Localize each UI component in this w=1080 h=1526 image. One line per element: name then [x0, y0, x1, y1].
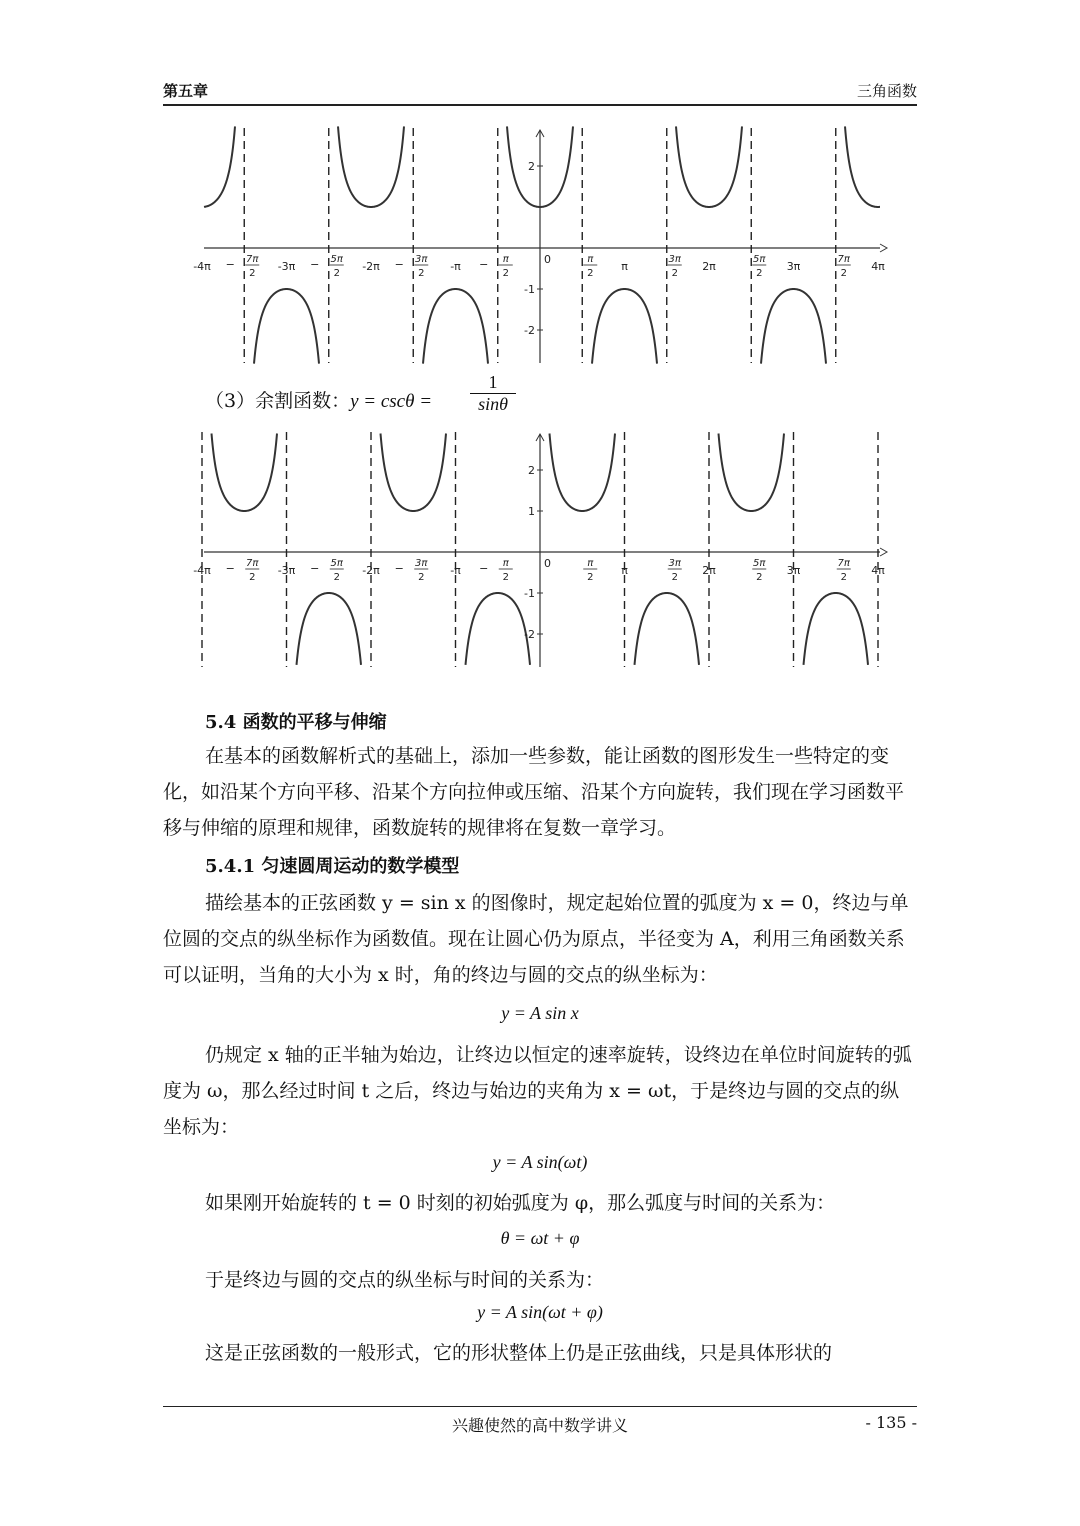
- frac-tick-numerator: 3π: [415, 558, 428, 569]
- frac-minus: −: [225, 258, 235, 271]
- frac-tick-denominator: 2: [756, 572, 763, 583]
- frac-tick-numerator: 3π: [668, 254, 681, 265]
- section-paragraph-3: 仍规定 x 轴的正半轴为始边，让终边以恒定的速率旋转，设终边在单位时间旋转的弧度为 ω，那么经过时间 t 之后，终边与始边的夹角为 x = ωt，于是终边与圆的交点的纵坐标为：: [163, 1044, 912, 1138]
- frac-tick-denominator: 2: [502, 572, 509, 583]
- formula-1: y = A sin x: [501, 1003, 579, 1023]
- y-tick-label: -1: [524, 587, 535, 600]
- x-tick-label: -3π: [277, 260, 296, 273]
- frac-tick-denominator: 2: [671, 268, 678, 279]
- frac-tick-numerator: 7π: [837, 558, 850, 569]
- frac-tick-numerator: 3π: [668, 558, 681, 569]
- y-tick-label: 2: [528, 464, 535, 477]
- frac-tick-denominator: 2: [249, 572, 256, 583]
- x-axis-arrow: [880, 548, 887, 556]
- y-tick-label: 2: [528, 160, 535, 173]
- x-tick-label: -4π: [193, 564, 211, 577]
- caption-formula: y = cscθ =: [350, 391, 433, 412]
- origin-label: 0: [544, 253, 551, 266]
- frac-tick-denominator: 2: [418, 268, 425, 279]
- function-curve: [204, 126, 880, 363]
- frac-tick-numerator: 7π: [246, 558, 259, 569]
- x-tick-label: -3π: [277, 564, 296, 577]
- frac-minus: −: [394, 562, 404, 575]
- frac-tick-numerator: 5π: [753, 254, 766, 265]
- frac-tick-numerator: π: [587, 254, 594, 265]
- frac-tick-numerator: π: [587, 558, 594, 569]
- x-tick-label: -4π: [193, 260, 211, 273]
- frac-tick-numerator: π: [502, 558, 509, 569]
- page-header: [163, 78, 917, 106]
- frac-tick-numerator: 3π: [415, 254, 428, 265]
- x-axis-arrow: [880, 244, 887, 252]
- x-tick-label: -π: [450, 564, 461, 577]
- frac-tick-numerator: 5π: [330, 558, 343, 569]
- x-tick-label: 2π: [702, 260, 716, 273]
- frac-tick-denominator: 2: [671, 572, 678, 583]
- frac-tick-numerator: 5π: [330, 254, 343, 265]
- page-footer: [163, 1406, 917, 1435]
- caption-fraction: [470, 372, 516, 415]
- cosecant-graph: [193, 432, 890, 667]
- x-tick-label: 4π: [871, 564, 885, 577]
- fraction-numerator: 1: [488, 372, 498, 392]
- section-line-6: 这是正弦函数的一般形式，它的形状整体上仍是正弦曲线，只是具体形状的: [205, 1342, 833, 1364]
- x-tick-label: -2π: [362, 564, 380, 577]
- section-line-5: 于是终边与圆的交点的纵坐标与时间的关系为：: [205, 1269, 605, 1291]
- chapter-topic: 三角函数: [856, 82, 917, 100]
- x-tick-label: π: [621, 260, 628, 273]
- formula-3: θ = ωt + φ: [500, 1228, 580, 1248]
- x-tick-label: 4π: [871, 260, 885, 273]
- x-tick-label: -π: [450, 260, 461, 273]
- y-tick-label: -2: [524, 324, 535, 337]
- section-line-4: 如果刚开始旋转的 t = 0 时刻的初始弧度为 φ，那么弧度与时间的关系为：: [205, 1192, 836, 1214]
- section-paragraph-2: 描绘基本的正弦函数 y = sin x 的图像时，规定起始位置的弧度为 x = 0，终边与单位圆的交点的纵坐标作为函数值。现在让圆心仍为原点，半径变为 A，利用三角函数关系可以证明，当角的大小为 x 时，角的终边与圆的交点的纵坐标为：: [163, 892, 909, 986]
- frac-tick-denominator: 2: [502, 268, 509, 279]
- formula-4: y = A sin(ωt + φ): [477, 1302, 603, 1322]
- frac-minus: −: [394, 258, 404, 271]
- frac-minus: −: [479, 258, 489, 271]
- frac-minus: −: [479, 562, 489, 575]
- csc-caption: [205, 386, 432, 413]
- x-tick-label: 2π: [702, 564, 716, 577]
- x-tick-label: 3π: [786, 260, 801, 273]
- frac-tick-denominator: 2: [840, 572, 847, 583]
- frac-tick-denominator: 2: [587, 572, 594, 583]
- chapter-label: 第五章: [163, 82, 209, 100]
- frac-tick-numerator: 7π: [246, 254, 259, 265]
- y-tick-label: -2: [524, 628, 535, 641]
- section-title: 5.4 函数的平移与伸缩: [205, 712, 387, 733]
- footer-title: 兴趣使然的高中数学讲义: [451, 1416, 628, 1435]
- frac-tick-denominator: 2: [418, 572, 425, 583]
- frac-minus: −: [225, 562, 235, 575]
- frac-tick-denominator: 2: [587, 268, 594, 279]
- x-tick-label: -2π: [362, 260, 380, 273]
- secant-graph: [193, 128, 890, 363]
- caption-label: （3）余割函数：: [205, 390, 351, 412]
- section-paragraph-1: 在基本的函数解析式的基础上，添加一些参数，能让函数的图形发生一些特定的变化，如沿某个方向平移、沿某个方向拉伸或压缩、沿某个方向旋转，我们现在学习函数平移与伸缩的原理和规律，函数旋转的规律将在复数一章学习。: [163, 745, 905, 839]
- frac-tick-denominator: 2: [840, 268, 847, 279]
- frac-tick-denominator: 2: [333, 572, 340, 583]
- frac-tick-denominator: 2: [333, 268, 340, 279]
- frac-tick-numerator: π: [502, 254, 509, 265]
- page-number: - 135 -: [865, 1413, 917, 1432]
- frac-tick-denominator: 2: [756, 268, 763, 279]
- frac-minus: −: [310, 562, 320, 575]
- formula-2: y = A sin(ωt): [492, 1152, 588, 1172]
- x-tick-label: 3π: [786, 564, 801, 577]
- y-tick-label: 1: [528, 505, 535, 518]
- y-tick-label: -1: [524, 283, 535, 296]
- frac-minus: −: [310, 258, 320, 271]
- x-tick-label: π: [621, 564, 628, 577]
- subsection-title: 5.4.1 匀速圆周运动的数学模型: [205, 856, 460, 877]
- frac-tick-numerator: 7π: [837, 254, 850, 265]
- fraction-denominator: sinθ: [470, 393, 516, 415]
- frac-tick-denominator: 2: [249, 268, 256, 279]
- frac-tick-numerator: 5π: [753, 558, 766, 569]
- origin-label: 0: [544, 557, 551, 570]
